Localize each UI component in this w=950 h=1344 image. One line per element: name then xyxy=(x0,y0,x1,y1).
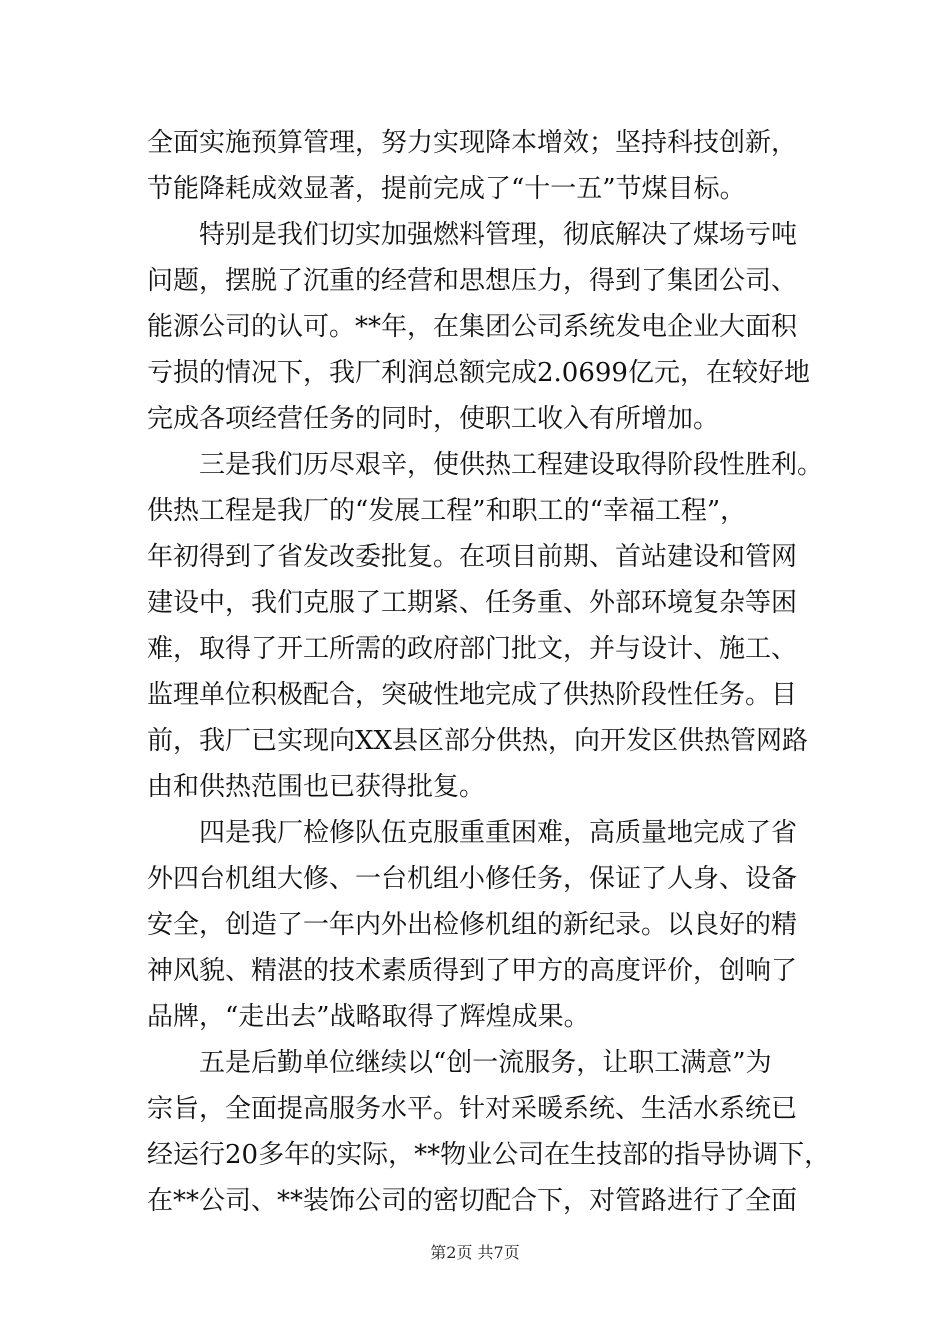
text-line: 供热工程是我厂的“发展工程”和职工的“幸福工程”， xyxy=(147,496,747,526)
text-line: 监理单位积极配合，突破性地完成了供热阶段性任务。目 xyxy=(147,680,798,710)
text-line: 由和供热范围也已获得批复。 xyxy=(147,772,486,802)
text-line: 特别是我们切实加强燃料管理，彻底解决了煤场亏吨 xyxy=(147,220,798,250)
page-number-footer: 第2页 共7页 xyxy=(430,1243,520,1262)
text-line: 问题，摆脱了沉重的经营和思想压力，得到了集团公司、 xyxy=(147,266,798,296)
text-line: 品牌，“走出去”战略取得了辉煌成果。 xyxy=(147,1002,590,1032)
text-line: 全面实施预算管理，努力实现降本增效；坚持科技创新， xyxy=(147,128,798,158)
text-line: 外四台机组大修、一台机组小修任务，保证了人身、设备 xyxy=(147,864,798,894)
text-line: 神风貌、精湛的技术素质得到了甲方的高度评价，创响了 xyxy=(147,956,798,986)
text-line: 经运行20多年的实际，**物业公司在生技部的指导协调下， xyxy=(147,1140,831,1170)
text-line: 五是后勤单位继续以“创一流服务，让职工满意”为 xyxy=(147,1048,772,1078)
text-line: 安全，创造了一年内外出检修机组的新纪录。以良好的精 xyxy=(147,910,798,940)
text-line: 四是我厂检修队伍克服重重困难，高质量地完成了省 xyxy=(147,818,798,848)
text-line: 年初得到了省发改委批复。在项目前期、首站建设和管网 xyxy=(147,542,798,572)
text-line: 亏损的情况下，我厂利润总额完成2.0699亿元，在较好地 xyxy=(147,358,810,388)
text-line: 前，我厂已实现向XX县区部分供热，向开发区供热管网路 xyxy=(147,726,809,756)
text-line: 建设中，我们克服了工期紧、任务重、外部环境复杂等困 xyxy=(147,588,798,618)
text-line: 宗旨，全面提高服务水平。针对采暖系统、生活水系统已 xyxy=(147,1094,798,1124)
text-line: 在**公司、**装饰公司的密切配合下，对管路进行了全面 xyxy=(147,1186,798,1216)
text-line: 完成各项经营任务的同时，使职工收入有所增加。 xyxy=(147,404,720,434)
text-line: 能源公司的认可。**年，在集团公司系统发电企业大面积 xyxy=(147,312,798,342)
text-line: 节能降耗成效显著，提前完成了“十一五”节煤目标。 xyxy=(147,174,746,204)
text-line: 难，取得了开工所需的政府部门批文，并与设计、施工、 xyxy=(147,634,798,664)
text-line: 三是我们历尽艰辛，使供热工程建设取得阶段性胜利。 xyxy=(147,450,824,480)
